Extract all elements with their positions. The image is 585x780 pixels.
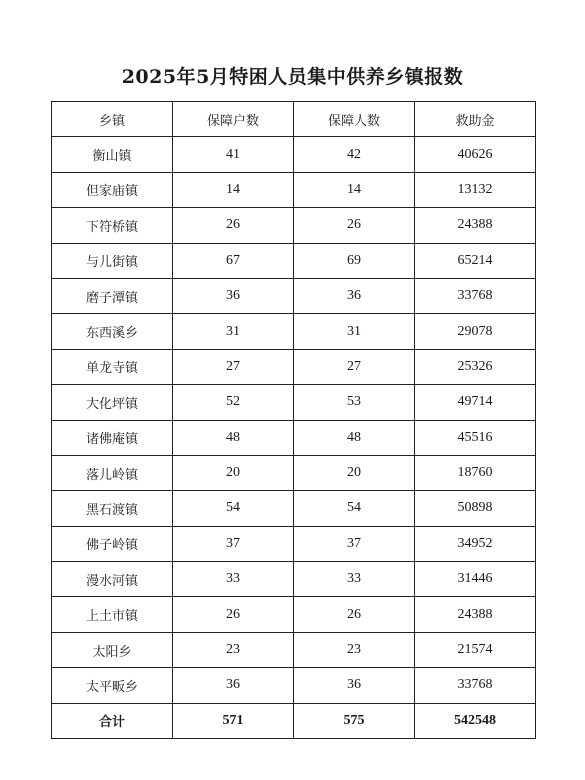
subsidy-cell: 31446 xyxy=(415,562,536,597)
page-title: 2025年5月特困人员集中供养乡镇报数 xyxy=(121,66,464,88)
subsidy-cell: 29078 xyxy=(415,314,536,349)
persons-cell: 48 xyxy=(294,420,415,455)
subsidy-cell: 40626 xyxy=(415,137,536,172)
table-row xyxy=(52,137,536,172)
persons-cell: 27 xyxy=(294,349,415,384)
table-row xyxy=(52,172,536,207)
table-row xyxy=(52,597,536,632)
header-row xyxy=(52,102,536,137)
persons-cell: 37 xyxy=(294,526,415,561)
table-row xyxy=(52,208,536,243)
households-cell: 26 xyxy=(173,597,294,632)
township-cell: 漫水河镇 xyxy=(52,562,173,597)
total-persons-cell: 575 xyxy=(294,703,415,738)
township-cell: 上土市镇 xyxy=(52,597,173,632)
households-cell: 20 xyxy=(173,455,294,490)
table-body xyxy=(52,137,536,739)
subsidy-cell: 49714 xyxy=(415,385,536,420)
column-header-subsidy: 救助金 xyxy=(415,102,536,137)
subsidy-cell: 21574 xyxy=(415,632,536,667)
persons-cell: 23 xyxy=(294,632,415,667)
table-header xyxy=(52,102,536,137)
households-cell: 27 xyxy=(173,349,294,384)
township-cell: 单龙寺镇 xyxy=(52,349,173,384)
subsidy-cell: 18760 xyxy=(415,455,536,490)
households-cell: 33 xyxy=(173,562,294,597)
subsidy-cell: 34952 xyxy=(415,526,536,561)
township-cell: 下符桥镇 xyxy=(52,208,173,243)
persons-cell: 14 xyxy=(294,172,415,207)
table-row xyxy=(52,668,536,703)
persons-cell: 26 xyxy=(294,208,415,243)
persons-cell: 26 xyxy=(294,597,415,632)
persons-cell: 54 xyxy=(294,491,415,526)
table-row xyxy=(52,278,536,313)
township-cell: 东西溪乡 xyxy=(52,314,173,349)
persons-cell: 31 xyxy=(294,314,415,349)
subsidy-cell: 24388 xyxy=(415,597,536,632)
households-cell: 67 xyxy=(173,243,294,278)
households-cell: 54 xyxy=(173,491,294,526)
township-cell: 佛子岭镇 xyxy=(52,526,173,561)
table-row xyxy=(52,526,536,561)
households-cell: 14 xyxy=(173,172,294,207)
persons-cell: 20 xyxy=(294,455,415,490)
persons-cell: 36 xyxy=(294,668,415,703)
table-row xyxy=(52,349,536,384)
households-cell: 26 xyxy=(173,208,294,243)
households-cell: 48 xyxy=(173,420,294,455)
total-subsidy-cell: 542548 xyxy=(415,703,536,738)
table-row xyxy=(52,243,536,278)
households-cell: 36 xyxy=(173,278,294,313)
column-header-township: 乡镇 xyxy=(52,102,173,137)
table-row xyxy=(52,455,536,490)
households-cell: 31 xyxy=(173,314,294,349)
column-header-households: 保障户数 xyxy=(173,102,294,137)
subsidy-cell: 50898 xyxy=(415,491,536,526)
township-cell: 大化坪镇 xyxy=(52,385,173,420)
township-cell: 与儿街镇 xyxy=(52,243,173,278)
subsidy-cell: 33768 xyxy=(415,668,536,703)
table-row xyxy=(52,420,536,455)
subsidy-cell: 13132 xyxy=(415,172,536,207)
township-cell: 太阳乡 xyxy=(52,632,173,667)
persons-cell: 33 xyxy=(294,562,415,597)
table-row xyxy=(52,491,536,526)
township-cell: 磨子潭镇 xyxy=(52,278,173,313)
table-row xyxy=(52,562,536,597)
households-cell: 52 xyxy=(173,385,294,420)
households-cell: 36 xyxy=(173,668,294,703)
table-row xyxy=(52,632,536,667)
table-row xyxy=(52,314,536,349)
subsidy-cell: 33768 xyxy=(415,278,536,313)
households-cell: 41 xyxy=(173,137,294,172)
township-cell: 但家庙镇 xyxy=(52,172,173,207)
total-row xyxy=(52,703,536,738)
township-cell: 黑石渡镇 xyxy=(52,491,173,526)
households-cell: 37 xyxy=(173,526,294,561)
total-label-cell: 合计 xyxy=(52,703,173,738)
township-cell: 诸佛庵镇 xyxy=(52,420,173,455)
subsidy-cell: 45516 xyxy=(415,420,536,455)
table-row xyxy=(52,385,536,420)
township-cell: 衡山镇 xyxy=(52,137,173,172)
persons-cell: 36 xyxy=(294,278,415,313)
township-cell: 落儿岭镇 xyxy=(52,455,173,490)
subsidy-cell: 24388 xyxy=(415,208,536,243)
persons-cell: 69 xyxy=(294,243,415,278)
column-header-persons: 保障人数 xyxy=(294,102,415,137)
persons-cell: 53 xyxy=(294,385,415,420)
total-households-cell: 571 xyxy=(173,703,294,738)
subsidy-cell: 25326 xyxy=(415,349,536,384)
persons-cell: 42 xyxy=(294,137,415,172)
township-cell: 太平畈乡 xyxy=(52,668,173,703)
report-table xyxy=(51,101,536,739)
subsidy-cell: 65214 xyxy=(415,243,536,278)
households-cell: 23 xyxy=(173,632,294,667)
